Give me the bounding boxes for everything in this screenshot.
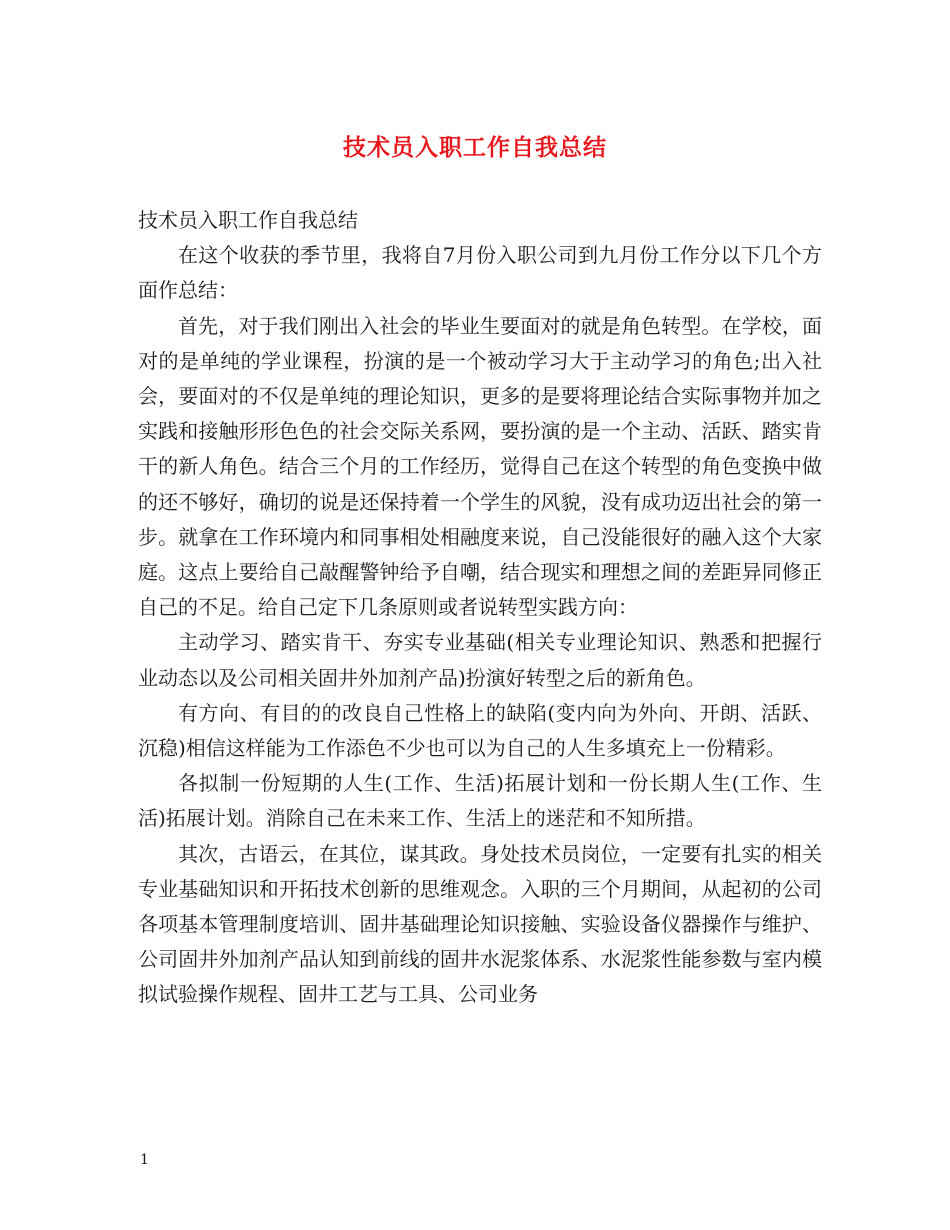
document-body	[138, 203, 822, 1013]
paragraph-principle-3: 各拟制一份短期的人生(工作、生活)拓展计划和一份长期人生(工作、生活)拓展计划。消除自己在未来工作、生活上的迷茫和不知所措。	[138, 771, 822, 831]
paragraph-secondly: 其次，古语云，在其位，谋其政。身处技术员岗位，一定要有扎实的相关专业基础知识和开拓技术创新的思维观念。入职的三个月期间，从起初的公司各项基本管理制度培训、固井基础理论知识接触、实验设备仪器操作与维护、公司固井外加剂产品认知到前线的固井水泥浆体系、水泥浆性能参数与室内模拟试验操作规程、固井工艺与工具、公司业务	[138, 841, 822, 1007]
paragraph-principle-2: 有方向、有目的的改良自己性格上的缺陷(变内向为外向、开朗、活跃、沉稳)相信这样能为工作添色不少也可以为自己的人生多填充上一份精彩。	[138, 700, 822, 761]
page-number: 1	[140, 1152, 149, 1168]
paragraph-intro: 在这个收获的季节里，我将自7月份入职公司到九月份工作分以下几个方面作总结：	[138, 243, 822, 303]
document-subtitle: 技术员入职工作自我总结	[138, 208, 358, 232]
document-title: 技术员入职工作自我总结	[343, 135, 607, 161]
paragraph-principle-1: 主动学习、踏实肯干、夯实专业基础(相关专业理论知识、熟悉和把握行业动态以及公司相关固井外加剂产品)扮演好转型之后的新角色。	[138, 630, 822, 690]
paragraph-role-transition: 首先，对于我们刚出入社会的毕业生要面对的就是角色转型。在学校，面对的是单纯的学业课程，扮演的是一个被动学习大于主动学习的角色;出入社会，要面对的不仅是单纯的理论知识，更多的是要将理论结合实际事物并加之实践和接触形形色色的社会交际关系网，要扮演的是一个主动、活跃、踏实肯干的新人角色。结合三个月的工作经历，觉得自己在这个转型的角色变换中做的还不够好，确切的说是还保持着一个学生的风貌，没有成功迈出社会的第一步。就拿在工作环境内和同事相处相融度来说，自己没能很好的融入这个大家庭。这点上要给自己敲醒警钟给予自嘲，结合现实和理想之间的差距异同修正自己的不足。给自己定下几条原则或者说转型实践方向：	[138, 313, 822, 620]
